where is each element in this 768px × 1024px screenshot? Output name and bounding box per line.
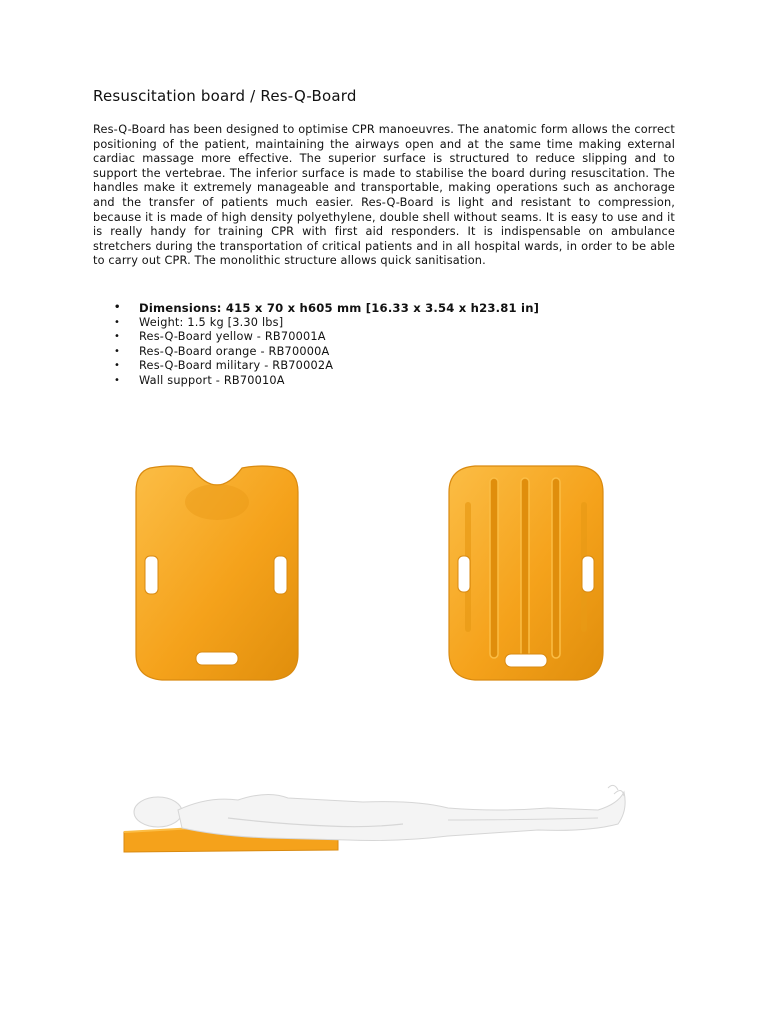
spec-list (93, 301, 693, 389)
spec-yellow-code: • Res-Q-Board yellow - RB70001A (93, 330, 693, 345)
page-title: Resuscitation board / Res-Q-Board (93, 87, 357, 105)
board-grooved-view-image (445, 462, 607, 684)
spec-wall-support-code: • Wall support - RB70010A (93, 374, 693, 389)
spec-weight: • Weight: 1.5 kg [3.30 lbs] (93, 316, 693, 331)
patient-on-board-image (118, 780, 630, 860)
spec-orange-code: • Res-Q-Board orange - RB70000A (93, 345, 693, 360)
board-top-view-image (132, 462, 302, 684)
spec-dimensions: • Dimensions: 415 x 70 x h605 mm [16.33 x 3.54 x h23.81 in] (93, 301, 693, 316)
spec-military-code: • Res-Q-Board military - RB70002A (93, 359, 693, 374)
intro-paragraph: Res-Q-Board has been designed to optimise CPR manoeuvres. The anatomic form allows the correct positioning of the patient, maintaining the airways open and at the same time making external cardiac massage more effective. The superior surface is structured to reduce slipping and to support the vertebrae. The inferior surface is made to stabilise the board during resuscitation. The handles make it extremely manageable and transportable, making operations such as anchorage and the transfer of patients much easier. Res-Q-Board is light and resistant to compression, because it is made of high density polyethylene, double shell without seams. It is easy to use and it is really handy for training CPR with first aid responders. It is indispensable on ambulance stretchers during the transportation of critical patients and in all hospital wards, in order to be able to carry out CPR. The monolithic structure allows quick sanitisation. (93, 123, 675, 268)
